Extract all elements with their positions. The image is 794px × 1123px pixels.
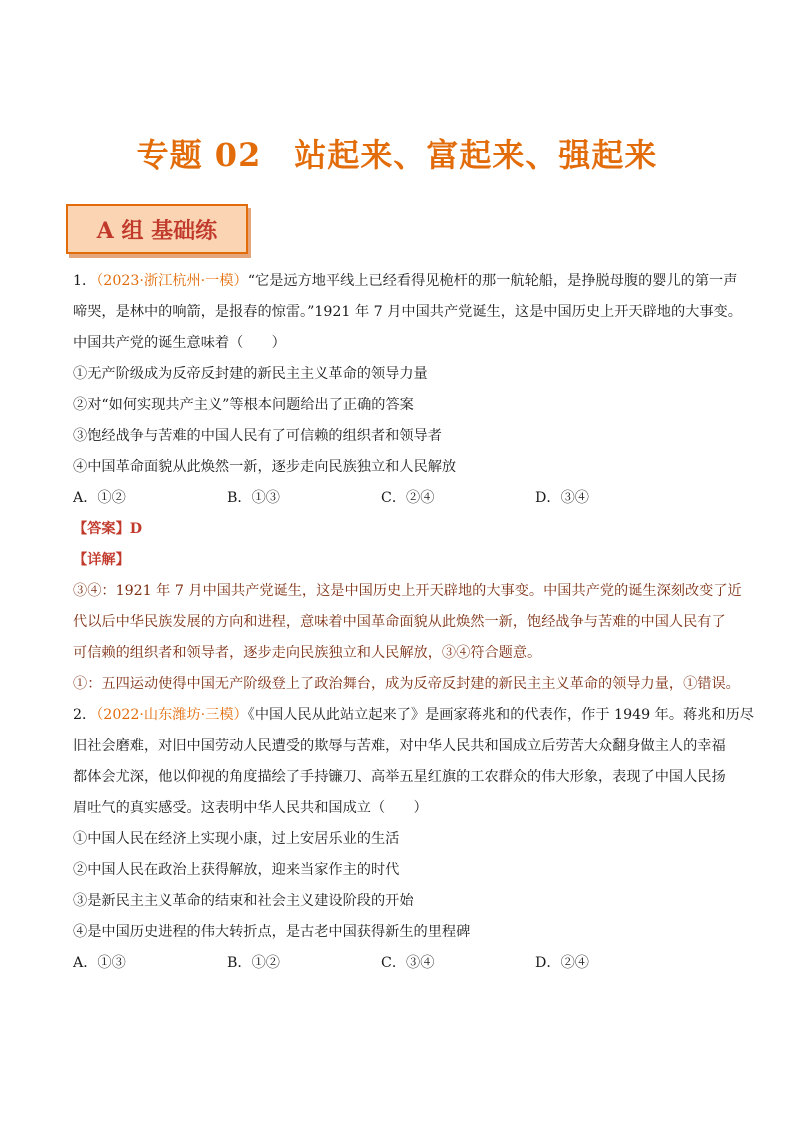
q2-stem-line-2: 旧社会磨难，对旧中国劳动人民遭受的欺辱与苦难，对中华人民共和国成立后劳苦大众翻身做主人的幸福 (73, 738, 726, 754)
q2-stem-line-4: 眉吐气的真实感受。这表明中华人民共和国成立（ ） (73, 800, 428, 816)
q2-stem-line-3: 都体会尤深，他以仰视的角度描绘了手持镰刀、高举五星红旗的工农群众的伟大形象，表现了中国人民扬 (73, 769, 726, 785)
q2-item-3: ③是新民主主义革命的结束和社会主义建设阶段的开始 (73, 893, 414, 909)
q1-detail-label: 【详解】 (73, 552, 130, 568)
q2-item-1: ①中国人民在经济上实现小康，过上安居乐业的生活 (73, 831, 400, 847)
q2-option-a: A．①③ (73, 955, 126, 971)
q2-option-c: C．③④ (381, 955, 435, 971)
page-title: 专题 02 站起来、富起来、强起来 (136, 136, 658, 174)
q1-options (73, 483, 725, 514)
q2-item-4: ④是中国历史进程的伟大转折点，是古老中国获得新生的里程碑 (73, 924, 471, 940)
q1-detail-line-2: 代以后中华民族发展的方向和进程，意味着中国革命面貌从此焕然一新，饱经战争与苦难的中国人民有了 (73, 614, 726, 630)
q1-stem-text-1: “它是远方地平线上已经看得见桅杆的那一航轮船，是挣脱母腹的婴儿的第一声 (247, 273, 738, 289)
q1-answer: 【答案】D (73, 521, 143, 537)
q2-item-2: ②中国人民在政治上获得解放，迎来当家作主的时代 (73, 862, 400, 878)
q1-stem-line-2: 啼哭，是林中的响箭，是报春的惊雷。”1921 年 7 月中国共产党诞生，这是中国历史上开天辟地的大事变。 (73, 304, 742, 320)
q2-option-d: D．②④ (535, 955, 589, 971)
q1-item-3: ③饱经战争与苦难的中国人民有了可信赖的组织者和领导者 (73, 428, 442, 444)
section-label-box (66, 204, 248, 254)
q1-item-1: ①无产阶级成为反帝反封建的新民主主义革命的领导力量 (73, 366, 428, 382)
q1-item-4: ④中国革命面貌从此焕然一新，逐步走向民族独立和人民解放 (73, 459, 457, 475)
q2-stem-line-1 (73, 700, 754, 731)
q2-source: （2022·山东潍坊·三模） (96, 707, 248, 723)
question-content (73, 266, 754, 979)
q1-number: 1． (73, 273, 97, 289)
q2-option-b: B．①② (227, 955, 280, 971)
q1-stem-line-3: 中国共产党的诞生意味着（ ） (73, 335, 286, 351)
q1-stem-line-1 (73, 266, 738, 297)
q1-detail-line-3: 可信赖的组织者和领导者，逐步走向民族独立和人民解放，③④符合题意。 (73, 645, 542, 661)
q1-detail-line-1: ③④：1921 年 7 月中国共产党诞生，这是中国历史上开天辟地的大事变。中国共产党的诞生深刻改变了近 (73, 583, 742, 599)
q1-source: （2023·浙江杭州·一模） (96, 273, 248, 289)
q1-detail-line-4: ①：五四运动使得中国无产阶级登上了政治舞台，成为反帝反封建的新民主主义革命的领导力量，①错误。 (73, 676, 740, 692)
q2-options (73, 948, 725, 979)
section-label: A 组 基础练 (96, 217, 218, 244)
q1-option-a: A．①② (73, 490, 126, 506)
q1-item-2: ②对“如何实现共产主义”等根本问题给出了正确的答案 (73, 397, 414, 413)
q1-option-b: B．①③ (227, 490, 280, 506)
q1-option-c: C．②④ (381, 490, 435, 506)
q1-option-d: D．③④ (535, 490, 589, 506)
q2-stem-text-1: 《中国人民从此站立起来了》是画家蒋兆和的代表作，作于 1949 年。蒋兆和历尽 (247, 707, 754, 723)
q2-number: 2． (73, 707, 97, 723)
